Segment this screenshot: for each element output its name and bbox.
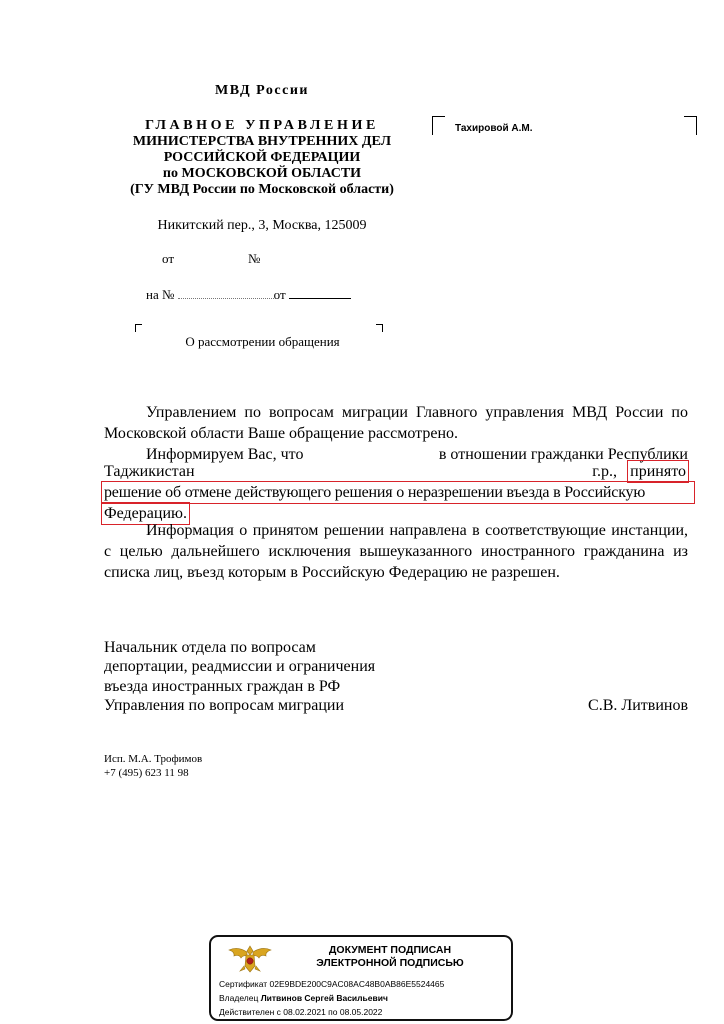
stamp-title <box>290 944 490 970</box>
ref-from: от <box>273 287 286 302</box>
valid-value: с 08.02.2021 по 08.05.2022 <box>276 1007 383 1017</box>
subject-corner-left <box>135 324 142 332</box>
from-label: от <box>162 251 175 266</box>
stamp-title-line-1: ДОКУМЕНТ ПОДПИСАН <box>328 944 452 956</box>
executor-name: Исп. М.А. Трофимов <box>104 753 203 765</box>
stamp-title-line-2: ЭЛЕКТРОННОЙ ПОДПИСЬЮ <box>316 957 464 969</box>
highlight-decision: решение об отмене действующего решения о неразрешении въезда в Российскую <box>102 482 694 503</box>
number-label: № <box>248 251 261 266</box>
highlight-federation: Федерацию. <box>104 505 187 522</box>
stamp-owner <box>219 993 388 1004</box>
ministry-title: МВД России <box>215 83 309 98</box>
addressee: Тахировой А.М. <box>455 123 533 134</box>
p2-text-a: Информируем Вас, что <box>146 446 304 463</box>
signatory-name: С.В. Литвинов <box>588 697 688 714</box>
addressee-corner-left <box>432 116 445 135</box>
address: Никитский пер., 3, Москва, 125009 <box>157 218 367 233</box>
paragraph-3: Информация о принятом решении направлена в соответствующие инстанции, с целью дальнейшего исключения вышеуказанного иностранного гражданина из списка лиц, въезд которым в Российскую Федерацию не разрешен. <box>104 522 688 581</box>
dept-line-1: ГЛАВНОЕ УПРАВЛЕНИЕ <box>145 118 379 133</box>
highlight-accepted: принято <box>630 463 686 480</box>
dept-line-3: РОССИЙСКОЙ ФЕДЕРАЦИИ <box>163 150 361 165</box>
stamp-validity <box>219 1007 382 1018</box>
subject-corner-right <box>376 324 383 332</box>
dept-line-2: МИНИСТЕРСТВА ВНУТРЕННИХ ДЕЛ <box>132 134 392 149</box>
ref-prefix: на № <box>146 287 175 302</box>
ref-date-blank <box>289 286 351 299</box>
p2-text-b: в отношении гражданки Республики <box>438 446 688 463</box>
eagle-emblem-icon <box>226 942 274 976</box>
p2-text-c: Таджикистан <box>104 463 195 480</box>
subject: О рассмотрении обращения <box>185 334 340 349</box>
executor-block <box>104 752 202 780</box>
valid-label: Действителен <box>219 1007 275 1017</box>
addressee-corner-right <box>684 116 697 135</box>
dept-line-5: (ГУ МВД России по Московской области) <box>130 182 394 197</box>
dept-line-4: по МОСКОВСКОЙ ОБЛАСТИ <box>162 166 362 181</box>
signature-line-1: Начальник отдела по вопросам <box>104 639 316 656</box>
signature-line-4: Управления по вопросам миграции <box>104 697 345 714</box>
reference-line <box>146 286 351 303</box>
p2-text-d: г.р., <box>592 463 617 480</box>
owner-value: Литвинов Сергей Васильевич <box>260 993 388 1003</box>
paragraph-1: Управлением по вопросам миграции Главного управления МВД России по Московской области Ваше обращение рассмотрено. <box>104 404 688 442</box>
cert-label: Сертификат <box>219 979 268 989</box>
owner-label: Владелец <box>219 993 259 1003</box>
cert-value: 02E9BDE200C9AC08AC48B0AB86E5524465 <box>269 979 445 989</box>
signature-line-2: депортации, реадмиссии и ограничения <box>104 658 376 675</box>
signature-line-3: въезда иностранных граждан в РФ <box>104 678 341 695</box>
ref-number-blank <box>178 286 274 299</box>
executor-phone: +7 (495) 623 11 98 <box>104 767 189 779</box>
stamp-certificate <box>219 979 444 990</box>
